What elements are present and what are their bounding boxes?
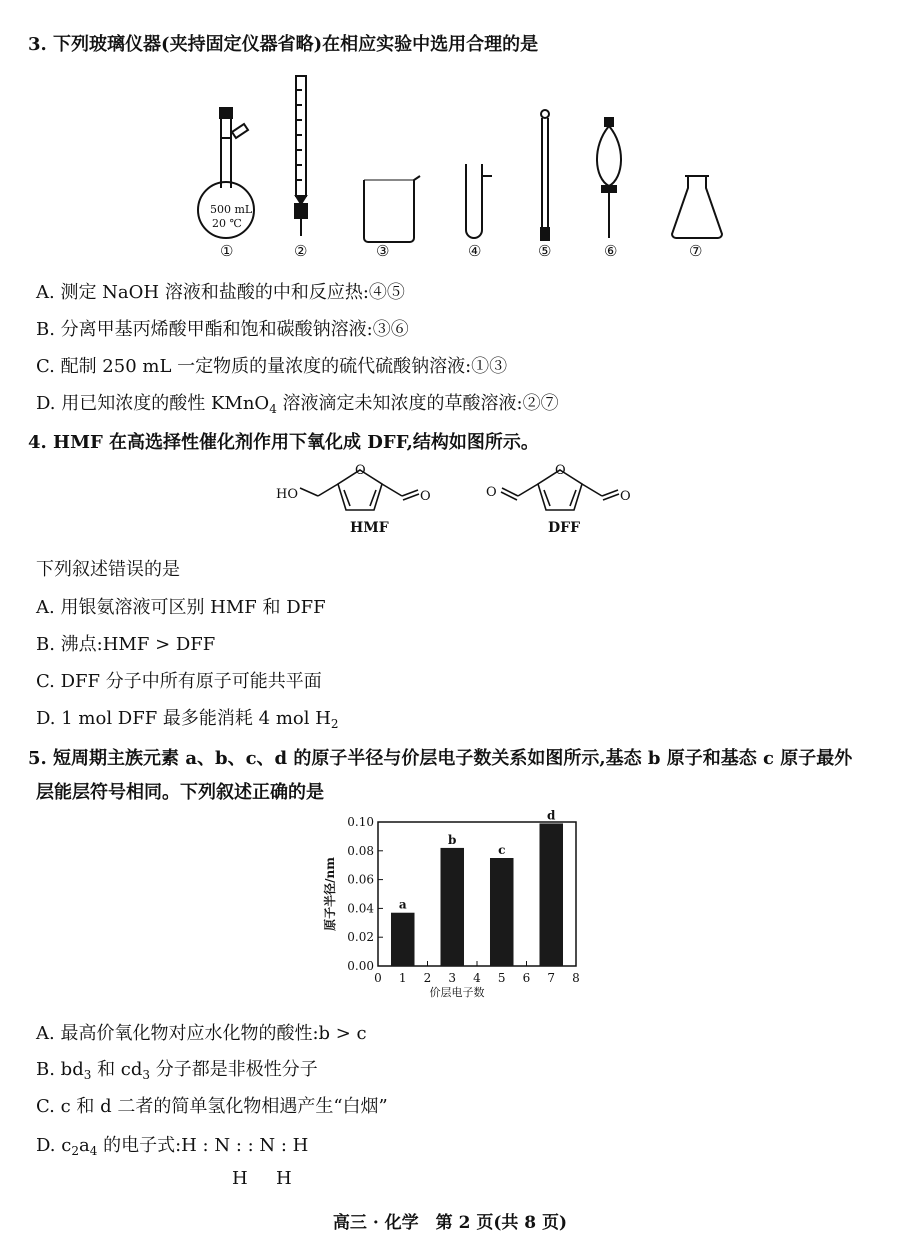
y-tick-label: 0.10	[347, 815, 374, 829]
q5-stem-line1: 5. 短周期主族元素 a、b、c、d 的原子半径与价层电子数关系如图所示,基态 b 原子和基态 c 原子最外	[28, 748, 853, 769]
x-tick-label: 0	[374, 971, 382, 985]
x-tick-label: 6	[522, 971, 531, 985]
apparatus-number-4: ④	[468, 242, 482, 260]
apparatus-number-2: ②	[294, 242, 308, 260]
bar-label-b: b	[448, 832, 457, 847]
q5-option-d: D. $c_2a_4$ 的电子式:H : N : : N : H	[36, 1135, 309, 1158]
conical-flask-icon	[672, 176, 722, 238]
y-axis-label: 原子半径/nm	[323, 857, 337, 931]
thermometer-icon	[541, 110, 549, 240]
y-tick-label: 0.00	[347, 959, 374, 973]
beaker-icon	[364, 176, 420, 242]
hmf-label: HMF	[350, 520, 389, 536]
y-tick-label: 0.06	[347, 872, 374, 887]
x-tick-label: 2	[423, 971, 432, 985]
q5-stem-line2: 层能层符号相同。下列叙述正确的是	[36, 782, 324, 803]
page-footer: 高三 · 化学 第 2 页(共 8 页)	[332, 1213, 568, 1233]
q4-option-a: A. 用银氨溶液可区别 HMF 和 DFF	[36, 597, 326, 618]
x-tick-label: 3	[448, 971, 457, 985]
q5-formula-h-right: H	[276, 1168, 292, 1189]
q3-stem: 3. 下列玻璃仪器(夹持固定仪器省略)在相应实验中选用合理的是	[28, 34, 539, 55]
svg-text:O: O	[486, 485, 497, 500]
bar-label-d: d	[547, 810, 556, 823]
q4-option-d: D. 1 mol DFF 最多能消耗 4 mol $H_2$	[36, 708, 339, 731]
q5-option-b: B. $bd_3$ 和 $cd_3$ 分子都是非极性分子	[36, 1059, 318, 1082]
svg-text:O: O	[620, 489, 631, 504]
test-tube-icon	[466, 164, 492, 238]
bar-d	[539, 823, 563, 966]
apparatus-number-7: ⑦	[689, 242, 703, 260]
flask-temp-label: 20 ℃	[212, 217, 242, 230]
apparatus-number-1: ①	[220, 242, 234, 260]
x-tick-label: 5	[497, 971, 506, 985]
q4-stem: 4. HMF 在高选择性催化剂作用下氧化成 DFF,结构如图所示。	[28, 432, 539, 453]
y-tick-label: 0.02	[347, 930, 374, 945]
bar-label-a: a	[398, 897, 407, 912]
bar-a	[391, 913, 415, 966]
q5-option-c: C. c 和 d 二者的简单氢化物相遇产生“白烟”	[36, 1096, 388, 1117]
q5-formula-h-left: H	[232, 1168, 248, 1189]
bar-label-c: c	[498, 843, 506, 857]
svg-text:HO: HO	[276, 487, 298, 502]
x-tick-label: 1	[398, 971, 407, 985]
burette-icon	[295, 76, 307, 236]
apparatus-number-6: ⑥	[604, 242, 618, 260]
q3-option-d: D. 用已知浓度的酸性 KMnO$_4$ 溶液滴定未知浓度的草酸溶液:②⑦	[36, 393, 559, 416]
q3-option-c: C. 配制 250 mL 一定物质的量浓度的硫代硫酸钠溶液:①③	[36, 356, 508, 377]
svg-text:O: O	[420, 489, 431, 504]
x-tick-label: 7	[547, 971, 556, 985]
x-tick-label: 4	[473, 971, 481, 985]
dff-label: DFF	[548, 520, 581, 536]
svg-text:O: O	[355, 463, 366, 478]
y-tick-label: 0.08	[347, 843, 374, 858]
radius-vs-valence-chart	[318, 810, 598, 1010]
hmf-dff-structures	[270, 460, 650, 540]
apparatus-number-5: ⑤	[538, 242, 552, 260]
apparatus-number-3: ③	[376, 242, 390, 260]
q3-option-b: B. 分离甲基丙烯酸甲酯和饱和碳酸钠溶液:③⑥	[36, 319, 409, 340]
apparatus-figure	[180, 70, 740, 270]
q4-prompt: 下列叙述错误的是	[36, 559, 180, 580]
separatory-funnel-icon	[597, 118, 621, 238]
q4-option-b: B. 沸点:HMF > DFF	[36, 634, 216, 655]
bar-c	[490, 858, 514, 966]
q4-option-c: C. DFF 分子中所有原子可能共平面	[36, 671, 322, 692]
bar-b	[440, 848, 464, 966]
y-tick-label: 0.04	[347, 901, 374, 916]
x-axis-label: 价层电子数	[429, 986, 485, 999]
q3-option-a: A. 测定 NaOH 溶液和盐酸的中和反应热:④⑤	[36, 282, 405, 303]
x-tick-label: 8	[572, 971, 580, 985]
q5-option-a: A. 最高价氧化物对应水化物的酸性:b > c	[36, 1023, 367, 1044]
svg-text:O: O	[555, 463, 566, 478]
flask-volume-label: 500 mL	[210, 203, 253, 216]
